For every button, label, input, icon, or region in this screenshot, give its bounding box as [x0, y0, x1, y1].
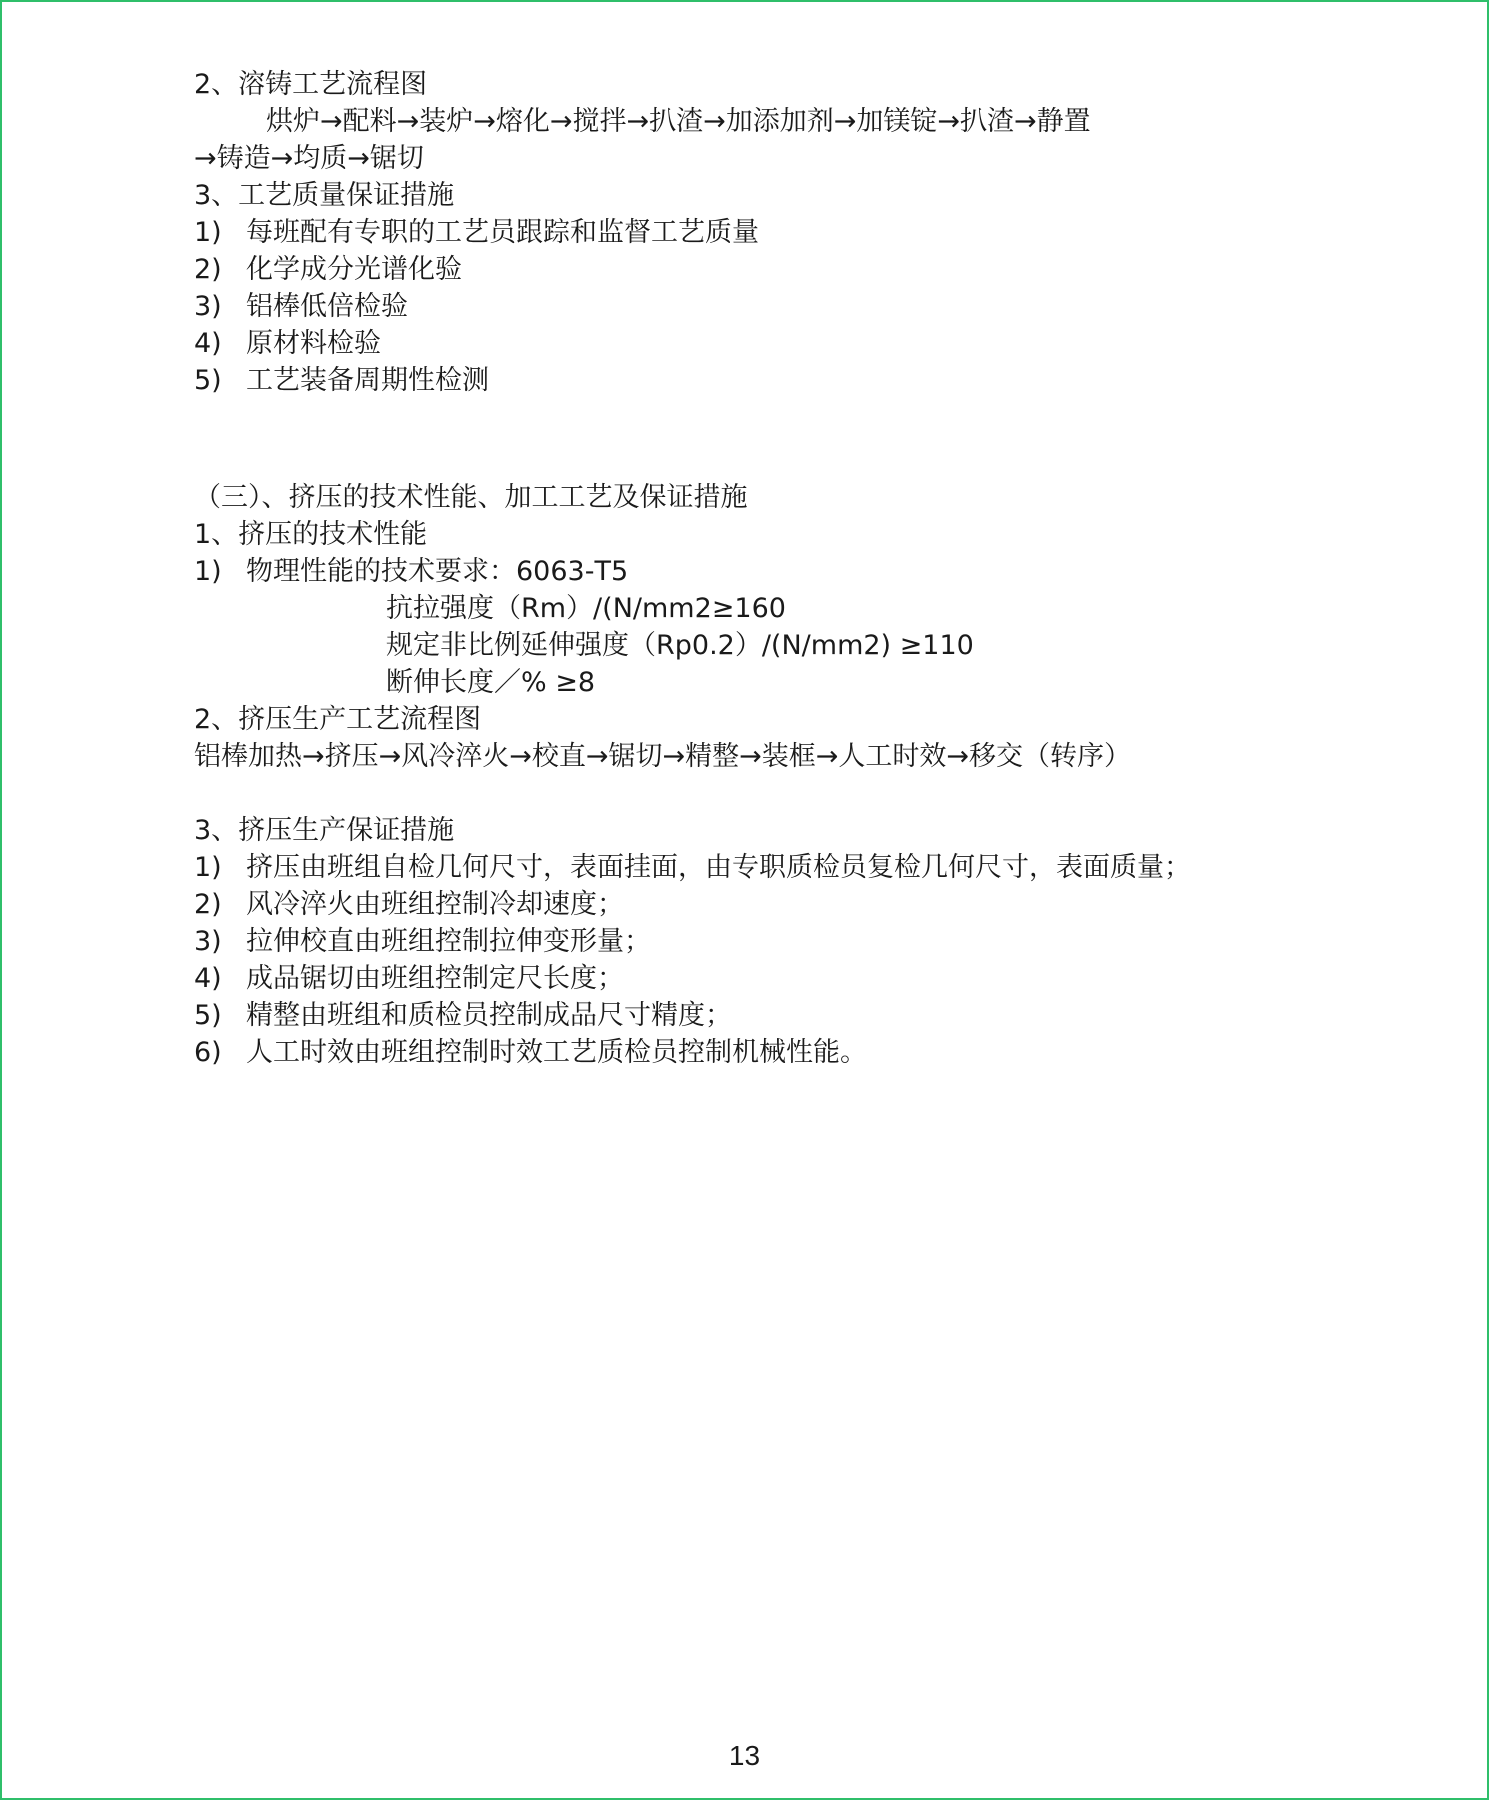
list-item: [194, 362, 1304, 399]
list-item: [194, 923, 1304, 960]
list-item-text: 风冷淬火由班组控制冷却速度；: [246, 889, 624, 920]
casting-flow-line-2: →铸造→均质→锯切: [194, 143, 424, 174]
list-item: [194, 251, 1304, 288]
page-content: [194, 66, 1304, 1071]
extrusion-flow-text: 铝棒加热→挤压→风冷淬火→校直→锯切→精整→装框→人工时效→移交（转序）: [194, 741, 1131, 772]
list-item-number: 3): [194, 291, 222, 322]
casting-flow-title: 2、溶铸工艺流程图: [194, 69, 428, 100]
list-item-text: 精整由班组和质检员控制成品尺寸精度；: [246, 1000, 732, 1031]
spec-line-elongation: 断伸长度／% ≥8: [386, 667, 596, 698]
list-item-text: 物理性能的技术要求：6063-T5: [246, 556, 629, 587]
casting-flow-line-1: 烘炉→配料→装炉→熔化→搅拌→扒渣→加添加剂→加镁锭→扒渣→静置: [266, 106, 1091, 137]
list-item-text: 拉伸校直由班组控制拉伸变形量；: [246, 926, 651, 957]
list-item-number: 3): [194, 926, 222, 957]
list-item-text: 挤压由班组自检几何尺寸，表面挂面，由专职质检员复检几何尺寸，表面质量；: [246, 852, 1191, 883]
page-number: 13: [728, 1740, 761, 1771]
extrusion-section-heading: （三）、挤压的技术性能、加工工艺及保证措施: [194, 482, 748, 513]
list-item-number: 5): [194, 1000, 222, 1031]
spec-line-tensile: 抗拉强度（Rm）/(N/mm2≥160: [386, 593, 786, 624]
extrusion-flow-title: 2、挤压生产工艺流程图: [194, 704, 482, 735]
list-item-number: 1): [194, 556, 222, 587]
list-item: [194, 960, 1304, 997]
list-item: [194, 886, 1304, 923]
list-item: [194, 325, 1304, 362]
extrusion-performance-title: 1、挤压的技术性能: [194, 519, 428, 550]
list-item-text: 成品锯切由班组控制定尺长度；: [246, 963, 624, 994]
list-item: [194, 997, 1304, 1034]
list-item-text: 化学成分光谱化验: [246, 254, 462, 285]
list-item-number: 1): [194, 852, 222, 883]
list-item-number: 2): [194, 254, 222, 285]
list-item-text: 铝棒低倍检验: [246, 291, 408, 322]
list-item: [194, 214, 1304, 251]
list-item-number: 1): [194, 217, 222, 248]
list-item-text: 工艺装备周期性检测: [246, 365, 489, 396]
list-item-number: 4): [194, 963, 222, 994]
list-item-number: 2): [194, 889, 222, 920]
list-item-text: 原材料检验: [246, 328, 381, 359]
list-item-text: 人工时效由班组控制时效工艺质检员控制机械性能。: [246, 1037, 867, 1068]
list-item-number: 6): [194, 1037, 222, 1068]
list-item: [194, 553, 1304, 590]
quality-measures-title: 3、工艺质量保证措施: [194, 180, 455, 211]
list-item-number: 5): [194, 365, 222, 396]
list-item: [194, 288, 1304, 325]
extrusion-measures-title: 3、挤压生产保证措施: [194, 815, 455, 846]
list-item-number: 4): [194, 328, 222, 359]
list-item-text: 每班配有专职的工艺员跟踪和监督工艺质量: [246, 217, 759, 248]
spec-line-yield: 规定非比例延伸强度（Rp0.2）/(N/mm2) ≥110: [386, 630, 974, 661]
list-item: [194, 849, 1304, 886]
list-item: [194, 1034, 1304, 1071]
